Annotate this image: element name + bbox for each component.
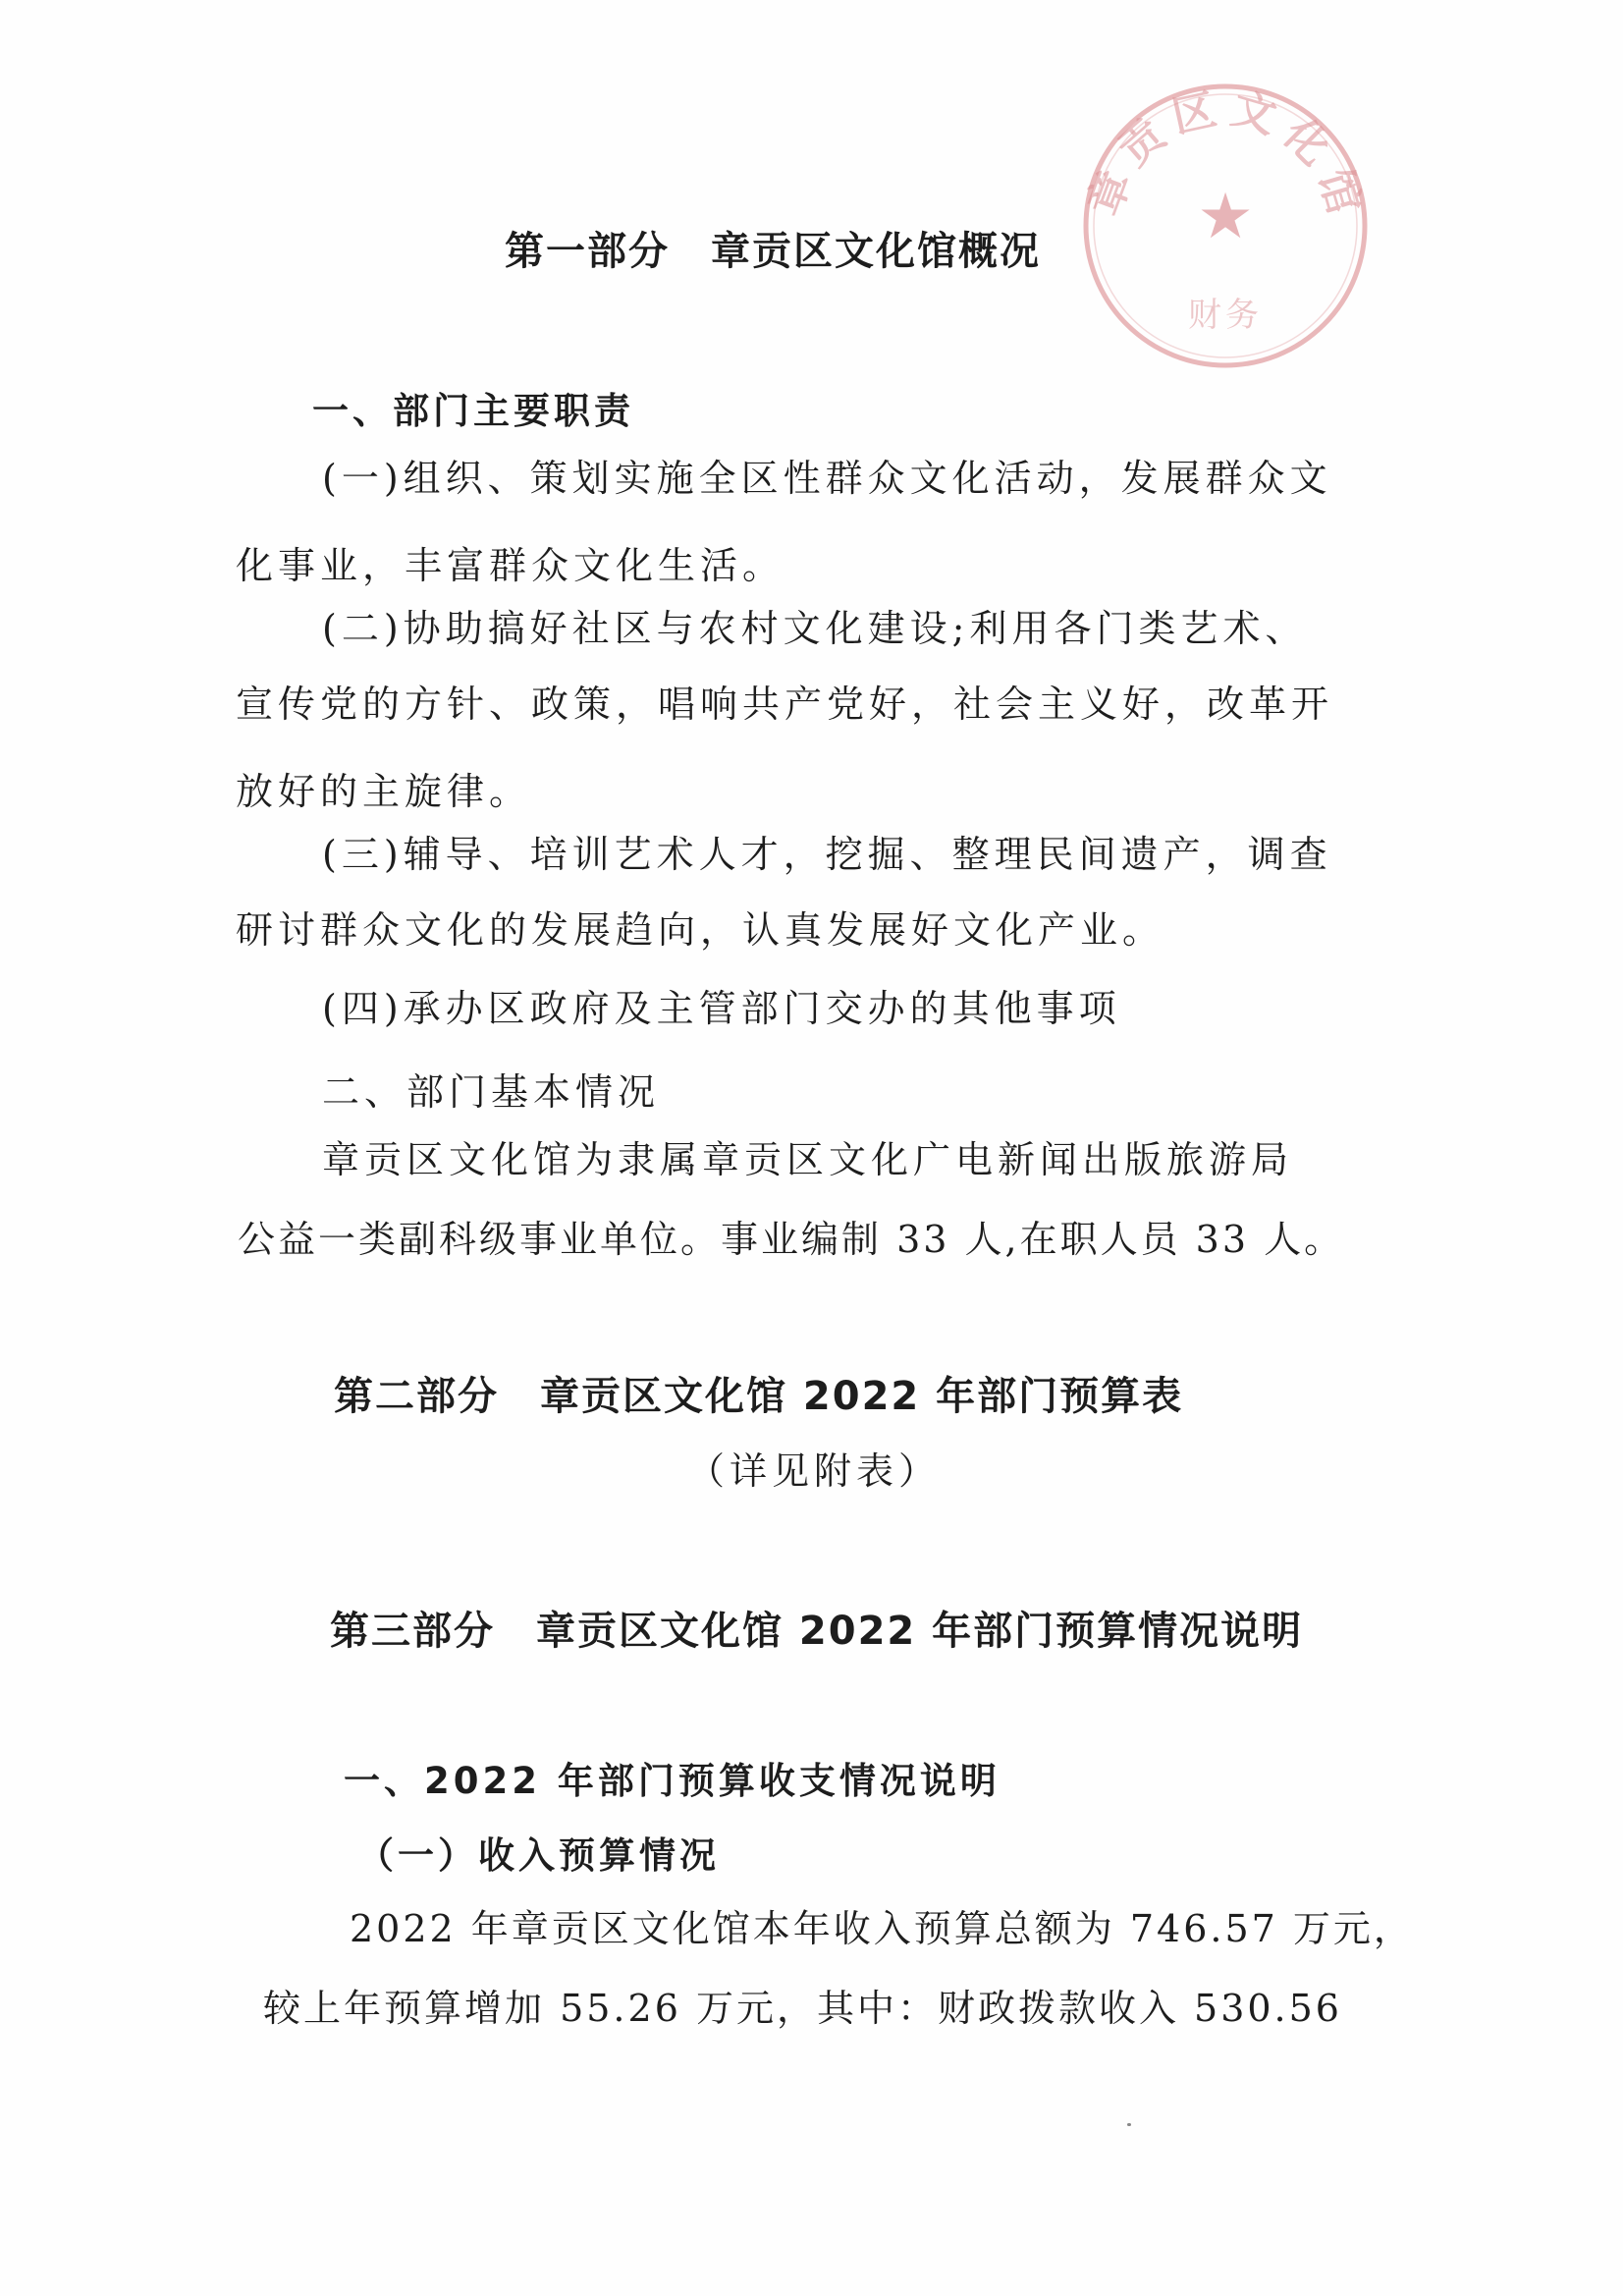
part3-title: 章贡区文化馆 2022 年部门预算情况说明	[536, 1609, 1304, 1654]
body-line: 2022 年章贡区文化馆本年收入预算总额为 746.57 万元，	[350, 1907, 1414, 1950]
part3-label: 第三部分	[330, 1609, 495, 1654]
scan-speck	[1127, 2123, 1131, 2126]
body-line: (四)承办区政府及主管部门交办的其他事项	[322, 987, 1121, 1030]
section3-heading: 一、2022 年部门预算收支情况说明	[344, 1760, 1001, 1802]
body-line: (二)协助搞好社区与农村文化建设;利用各门类艺术、	[322, 607, 1308, 650]
body-line: 化事业，丰富群众文化生活。	[236, 544, 785, 587]
part1-label: 第一部分	[505, 229, 670, 274]
part2-note: （详见附表）	[687, 1449, 942, 1493]
svg-text:★: ★	[1197, 181, 1254, 253]
section1-heading: 一、部门主要职责	[312, 390, 634, 432]
body-line: 研讨群众文化的发展趋向，认真发展好文化产业。	[236, 908, 1165, 952]
body-line: 章贡区文化馆为隶属章贡区文化广电新闻出版旅游局	[322, 1138, 1294, 1181]
body-line: 宣传党的方针、政策，唱响共产党好，社会主义好，改革开	[236, 683, 1334, 726]
section3-subheading: （一）收入预算情况	[357, 1834, 720, 1877]
body-line: 公益一类副科级事业单位。事业编制 33 人,在职人员 33 人。	[238, 1218, 1345, 1261]
body-line: 较上年预算增加 55.26 万元，其中：财政拨款收入 530.56	[263, 1987, 1342, 2030]
section2-heading: 二、部门基本情况	[322, 1070, 661, 1114]
part2-title: 章贡区文化馆 2022 年部门预算表	[540, 1374, 1184, 1419]
part2-heading	[334, 1374, 1184, 1419]
svg-text:章贡区文化馆: 章贡区文化馆	[1079, 82, 1373, 230]
part3-heading	[330, 1609, 1304, 1654]
official-seal-stamp	[1060, 69, 1384, 373]
body-line: (一)组织、策划实施全区性群众文化活动，发展群众文	[322, 457, 1332, 500]
body-line: (三)辅导、培训艺术人才，挖掘、整理民间遗产，调查	[322, 833, 1332, 876]
part1-heading	[505, 229, 1041, 274]
svg-text:财务: 财务	[1188, 296, 1263, 335]
body-line: 放好的主旋律。	[236, 770, 532, 813]
part2-label: 第二部分	[334, 1374, 499, 1419]
part1-title: 章贡区文化馆概况	[711, 229, 1041, 274]
